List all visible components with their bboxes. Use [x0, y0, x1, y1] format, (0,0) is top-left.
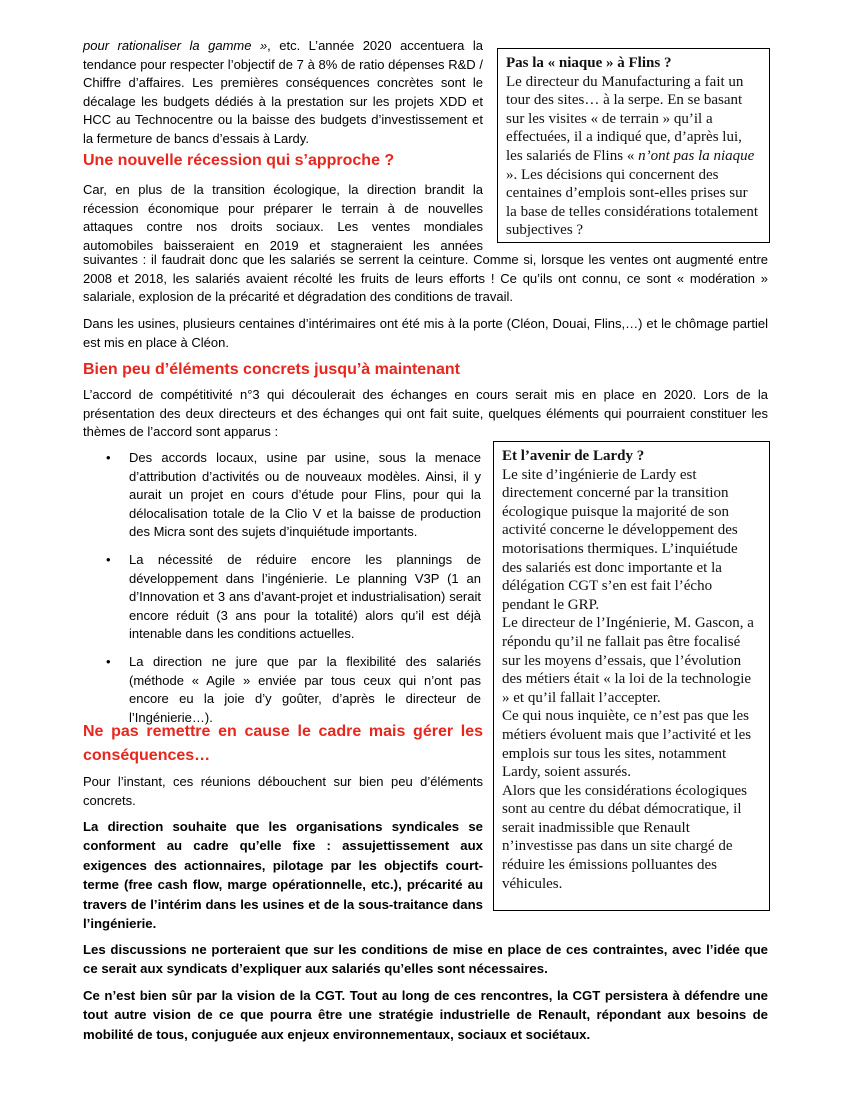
list-item [106, 653, 481, 727]
list-item-text: La nécessité de réduire encore les plannings de développement dans l’ingénierie. Le planning V3P (1 an d’Innovation et 3 ans d’avant-projet et industrialisation) serait encore réduit (3 ans pour la totalité) alors qu’il est déjà intenable dans les conditions actuelles. [129, 551, 481, 642]
recession-paragraph-wide: suivantes : il faudrait donc que les salariés se serrent la ceinture. Comme si, lorsque les ventes ont augmenté entre 2008 et 2018, les salariés avaient récolté les fruits de leurs efforts ! Ce qu’ils ont connu, ce sont « modération » salariale, explosion de la précarité et dégradation des conditions de travail. [83, 252, 768, 305]
box-lardy-title: Et l’avenir de Lardy ? [502, 448, 645, 464]
bullet-glyph: • [106, 450, 111, 465]
box-flins-text-a: Le directeur du Manufacturing a fait un tour des sites… à la serpe. En se basant sur les visites « de terrain » qu’il a effectuées, il a indiqué que, d’après lui, les salariés de Flins « [506, 73, 744, 164]
box-lardy-para-3: Ce qui nous inquiète, ce n’est pas que les métiers évoluent mais que l’activité et les emplois sur tous les sites, notamment Lardy, soient assurés. [502, 708, 752, 781]
discussions-paragraph: Les discussions ne porteraient que sur les conditions de mise en place de ces contraintes, avec l’idée que ce serait aux syndicats d’expliquer aux salariés qu’elles sont nécessaires. [83, 942, 768, 977]
bullet-glyph: • [106, 551, 111, 567]
heading-framework: Ne pas remettre en cause le cadre mais gérer les conséquences… [83, 723, 483, 764]
interim-paragraph: Dans les usines, plusieurs centaines d’intérimaires ont été mis à la porte (Cléon, Douai, Flins,…) et le chômage partiel est mis en place à Cléon. [83, 316, 768, 350]
box-flins-title: Pas la « niaque » à Flins ? [506, 55, 672, 71]
box-flins-text-b: ». Les décisions qui concernent des centaines d’emplois sont-elles prises sur la base de telles considérations totalement subjectives ? [506, 166, 758, 239]
box-lardy-para-1: Le site d’ingénierie de Lardy est directement concerné par la transition écologique puisque la majorité de son activité concerne le développement des motorisations thermiques. L’inquiétude des salariés est donc importante et la délégation CGT s’en est fait l’écho pendant le GRP. [502, 466, 738, 613]
intro-paragraph [83, 37, 483, 149]
sidebar-box-flins [497, 48, 770, 243]
list-item [106, 551, 481, 644]
intro-text: , etc. L’année 2020 accentuera la tendance pour respecter l’objectif de 7 à 8% de ratio dépenses R&D / Chiffre d’affaires. Les premières conséquences concrètes sont le décalage les budgets dédiés à la prestation sur les projets XDD et HCC au Technocentre ou la baisse des budgets d’investissement et la fermeture de bancs d’essais à Lardy. [83, 38, 483, 146]
meetings-paragraph: Pour l’instant, ces réunions débouchent sur bien peu d’éléments concrets. [83, 774, 483, 808]
cgt-vision-paragraph: Ce n’est bien sûr par la vision de la CGT. Tout au long de ces rencontres, la CGT persistera à défendre une tout autre vision de ce que pourra être une stratégie industrielle de Renault, répondant aux besoins de mobilité de tous, conjuguée aux enjeux environnementaux, sociaux et sociétaux. [83, 988, 768, 1042]
box-flins-quote: n’ont pas la niaque [638, 147, 755, 164]
sidebar-box-lardy [493, 441, 770, 911]
box-lardy-para-2: Le directeur de l’Ingénierie, M. Gascon, a répondu qu’il ne fallait pas être focalisé sur les moyens d’essais, que l’évolution des métiers était « la loi de la technologie » et qu’il fallait l’accepter. [502, 615, 754, 706]
list-item [106, 449, 481, 542]
agreement-themes-list [106, 449, 481, 736]
heading-recession: Une nouvelle récession qui s’approche ? [83, 152, 395, 169]
intro-italic-lead: pour rationaliser la gamme » [83, 38, 268, 53]
recession-paragraph-narrow: Car, en plus de la transition écologique, la direction brandit la récession économique pour préparer le terrain à de nouvelles attaques contre nos droits sociaux. Les ventes mondiales automobiles baisseraient en 2019 et stagneraient les années [83, 182, 483, 253]
box-lardy-para-4: Alors que les considérations écologiques sont au centre du débat démocratique, il serait inadmissible que Renault n’investisse pas dans un site chargé de réduire les émissions polluantes des véhicules. [502, 782, 747, 892]
bullet-glyph: • [106, 653, 111, 669]
agreement-paragraph: L’accord de compétitivité n°3 qui découlerait des échanges en cours serait mis en place en 2020. Lors de la présentation des deux directeurs et des échanges qui ont fait suite, quelques éléments qui pourraient constituer les thèmes de l’accord sont apparus : [83, 387, 768, 440]
list-item-text: La direction ne jure que par la flexibilité des salariés (méthode « Agile » enviée par tous ceux qui n’ont pas encore eu la joie d’y goûter, d’après le directeur de l’Ingénierie…). [129, 653, 481, 725]
heading-concrete-elements: Bien peu d’éléments concrets jusqu’à maintenant [83, 361, 460, 378]
list-item-text: Des accords locaux, usine par usine, sous la menace d’attribution d’activités ou de nouveaux modèles. Ainsi, il y aurait un projet en cours d’étude pour Flins, pour qui la délocalisation totale de la Clio V et la baisse de production des Micra sont des sujets d’inquiétude importants. [129, 450, 481, 540]
direction-demands-paragraph: La direction souhaite que les organisations syndicales se conforment au cadre qu’elle fixe : assujettissement aux exigences des actionnaires, pilotage par les objectifs court-terme (free cash flow, marge opérationnelle, etc.), précarité au travers de l’intérim dans les usines et de la sous-traitance dans l’ingénierie. [83, 819, 483, 932]
